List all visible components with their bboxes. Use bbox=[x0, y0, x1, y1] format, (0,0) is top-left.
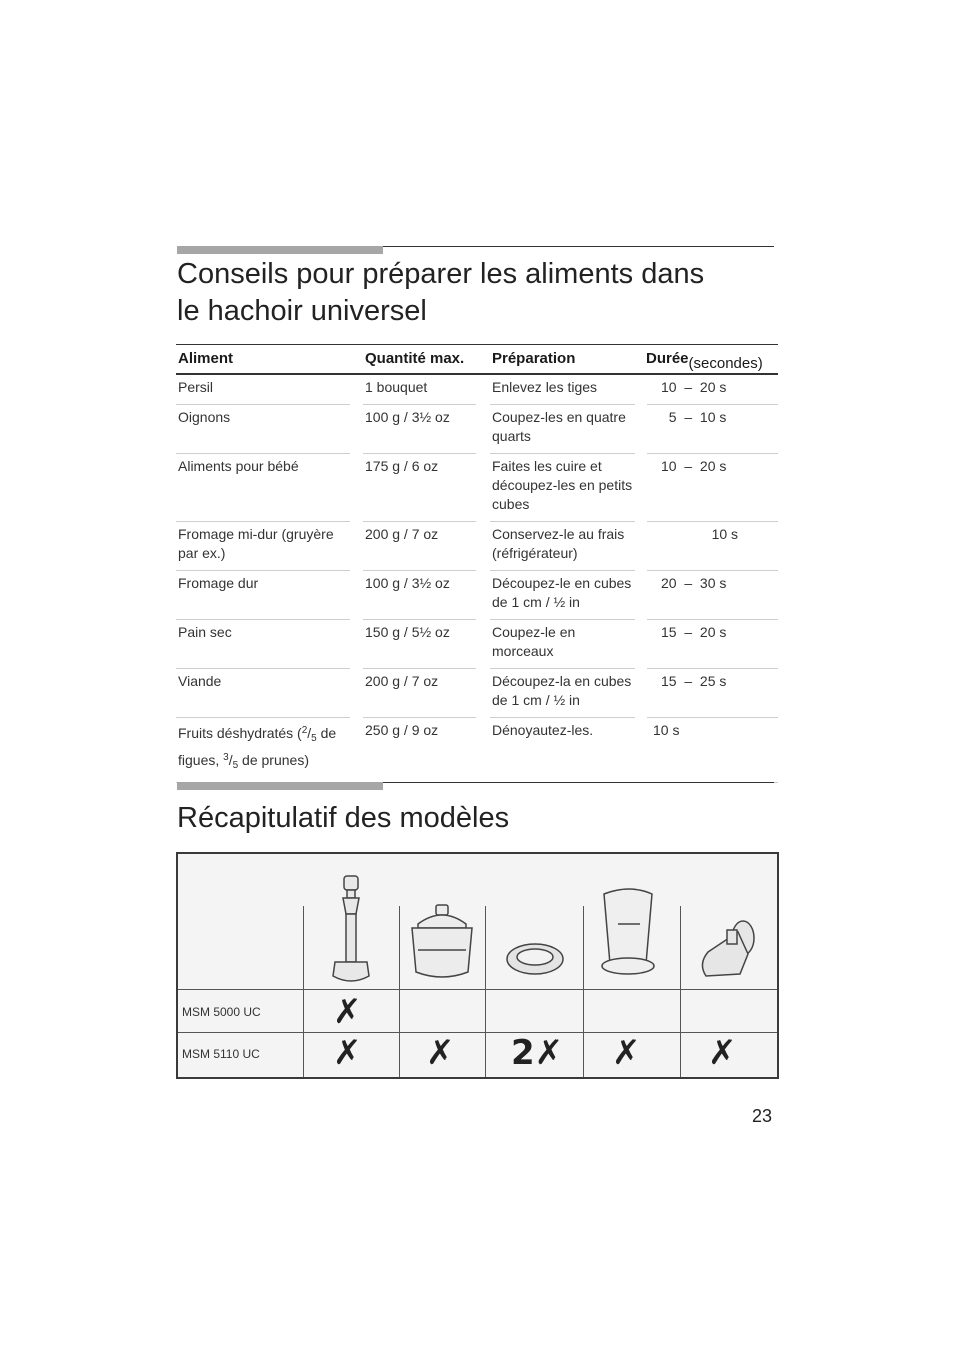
grid-line bbox=[303, 906, 304, 1077]
accessory-images bbox=[178, 854, 777, 1077]
table-row bbox=[176, 669, 778, 718]
cell-quantite: 250 g / 9 oz bbox=[363, 718, 476, 783]
cell-aliment: Aliments pour bébé bbox=[176, 454, 350, 522]
check-mark: ✗ bbox=[612, 1033, 641, 1073]
check-mark: ✗ bbox=[333, 1033, 362, 1073]
page-title bbox=[177, 256, 777, 330]
cell-aliment: Fromage dur bbox=[176, 571, 350, 620]
cell-quantite: 175 g / 6 oz bbox=[363, 454, 476, 522]
title-line-1: Conseils pour préparer les aliments dans bbox=[177, 258, 705, 290]
cell-duree: 10 s bbox=[647, 522, 778, 571]
cell-duree: 10 – 20 s bbox=[647, 375, 778, 405]
grid-line bbox=[485, 906, 486, 1077]
grid-line bbox=[399, 906, 400, 1077]
cell-quantite: 150 g / 5½ oz bbox=[363, 620, 476, 669]
cell-preparation: Coupez-les en quatre quarts bbox=[490, 405, 635, 454]
lid-disc-icon bbox=[507, 944, 563, 974]
grid-line bbox=[178, 989, 777, 990]
cell-quantite: 200 g / 7 oz bbox=[363, 669, 476, 718]
page-number: 23 bbox=[752, 1106, 773, 1126]
title-line-2: le hachoir universel bbox=[177, 295, 427, 327]
cell-duree: 20 – 30 s bbox=[647, 571, 778, 620]
cell-duree: 10 s bbox=[647, 718, 778, 783]
header-aliment: Aliment bbox=[178, 350, 234, 367]
check-mark: ✗ bbox=[708, 1033, 737, 1073]
cell-quantite: 1 bouquet bbox=[363, 375, 476, 405]
cell-preparation: Découpez-la en cubes de 1 cm / ½ in bbox=[490, 669, 635, 718]
cell-quantite: 200 g / 7 oz bbox=[363, 522, 476, 571]
table-row bbox=[176, 375, 778, 405]
cell-preparation: Découpez-le en cubes de 1 cm / ½ in bbox=[490, 571, 635, 620]
cell-duree: 15 – 20 s bbox=[647, 620, 778, 669]
header-preparation: Préparation bbox=[492, 350, 576, 367]
cell-duree: 15 – 25 s bbox=[647, 669, 778, 718]
table-row bbox=[176, 718, 778, 783]
cell-aliment: Pain sec bbox=[176, 620, 350, 669]
grid-line bbox=[583, 906, 584, 1077]
cell-preparation: Faites les cuire et découpez-les en petits cubes bbox=[490, 454, 635, 522]
model-summary-table bbox=[176, 852, 779, 1079]
cell-preparation: Dénoyautez-les. bbox=[490, 718, 635, 783]
cell-aliment: Viande bbox=[176, 669, 350, 718]
cell-preparation: Enlevez les tiges bbox=[490, 375, 635, 405]
model-label: MSM 5000 UC bbox=[182, 1005, 261, 1019]
table-row bbox=[176, 522, 778, 571]
cell-aliment: Persil bbox=[176, 375, 350, 405]
cell-duree: 10 – 20 s bbox=[647, 454, 778, 522]
header-quantite: Quantité max. bbox=[365, 350, 465, 367]
tips-table bbox=[176, 344, 778, 783]
cell-aliment: Oignons bbox=[176, 405, 350, 454]
section-rule bbox=[177, 246, 774, 254]
table-header bbox=[176, 344, 778, 375]
cell-quantite: 100 g / 3½ oz bbox=[363, 571, 476, 620]
table-row bbox=[176, 405, 778, 454]
chopper-bowl-icon bbox=[412, 905, 472, 977]
cell-preparation: Conservez-le au frais (réfrigérateur) bbox=[490, 522, 635, 571]
header-duree: Durée (secondes) bbox=[646, 350, 763, 372]
check-mark: ✗ bbox=[426, 1033, 455, 1073]
table-row bbox=[176, 620, 778, 669]
check-mark: ✗ bbox=[333, 992, 362, 1032]
grid-line bbox=[178, 1032, 777, 1033]
cell-aliment: Fromage mi-dur (gruyère par ex.) bbox=[176, 522, 350, 571]
table-body bbox=[176, 375, 778, 718]
table-row bbox=[176, 571, 778, 620]
grid-line bbox=[680, 906, 681, 1077]
wall-holder-icon bbox=[702, 921, 754, 976]
section-title: Récapitulatif des modèles bbox=[177, 802, 510, 834]
cell-duree: 5 – 10 s bbox=[647, 405, 778, 454]
cell-preparation: Coupez-le en morceaux bbox=[490, 620, 635, 669]
blender-wand-icon bbox=[333, 876, 369, 981]
beaker-icon bbox=[602, 889, 654, 974]
check-mark: 2✗ bbox=[511, 1033, 564, 1073]
table-row bbox=[176, 454, 778, 522]
cell-aliment: Fruits déshydratés ($^2/_5$ de figues, $^3/_5$ de prunes) bbox=[176, 718, 350, 783]
cell-quantite: 100 g / 3½ oz bbox=[363, 405, 476, 454]
section-rule bbox=[177, 782, 774, 790]
model-label: MSM 5110 UC bbox=[182, 1047, 260, 1061]
